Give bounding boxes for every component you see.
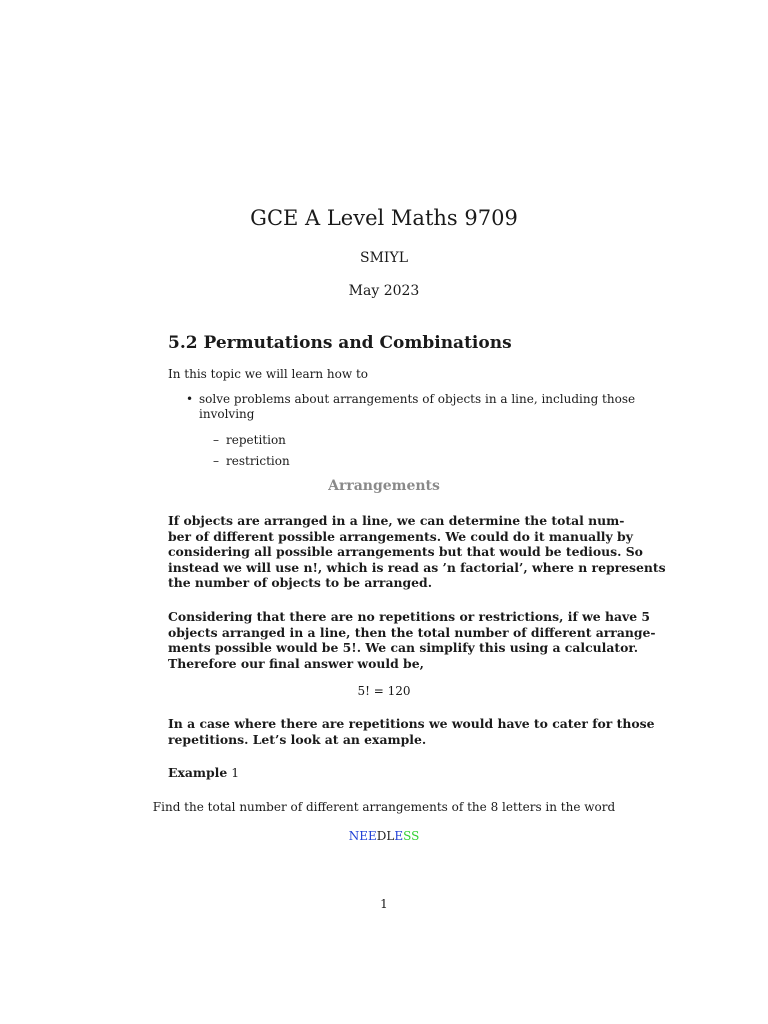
paragraph-line: repetitions. Let’s look at an example. — [168, 731, 427, 747]
sub-item-marker: – — [213, 454, 219, 468]
paragraph-factorial-intro — [168, 513, 666, 591]
paragraph-no-repetition — [168, 609, 656, 671]
paragraph-line: If objects are arranged in a line, we can determine the total num- — [168, 513, 625, 528]
example-number: 1 — [231, 765, 240, 780]
example-word — [0, 829, 768, 843]
bullet-text-line: involving — [199, 407, 255, 421]
bullet-text — [199, 392, 636, 422]
factorial-equation: 5! = 120 — [357, 684, 411, 698]
paragraph-line: Considering that there are no repetitions or restrictions, if we have 5 — [168, 609, 651, 624]
paragraph-line: ber of different possible arrangements. We could do it manually by — [168, 528, 633, 544]
paragraph-line: Therefore our final answer would be, — [168, 655, 424, 671]
word-letters: D — [376, 829, 387, 843]
document-title: GCE A Level Maths 9709 — [250, 206, 518, 230]
example-task: Find the total number of different arrangements of the 8 letters in the word — [152, 800, 616, 814]
bullet-text-line: solve problems about arrangements of objects in a line, including those — [199, 392, 636, 406]
arrangements-heading: Arrangements — [328, 478, 440, 494]
word-letters: SS — [403, 829, 420, 843]
example-label — [168, 765, 239, 780]
paragraph-line: ments possible would be 5!. We can simplify this using a calculator. — [168, 640, 639, 656]
sub-item-text: repetition — [226, 433, 286, 447]
paragraph-repetitions — [168, 716, 655, 747]
word-letters: N — [348, 829, 360, 843]
paragraph-line: In a case where there are repetitions we would have to cater for those — [168, 716, 655, 731]
bullet-marker: • — [186, 392, 194, 406]
sub-item-text: restriction — [226, 454, 290, 468]
word-letters: L — [386, 829, 395, 843]
page-number: 1 — [380, 897, 388, 911]
intro-text: In this topic we will learn how to — [168, 367, 368, 381]
paragraph-line: instead we will use n!, which is read as ’n factorial’, where n represents — [168, 559, 666, 575]
paragraph-line: objects arranged in a line, then the total number of different arrange- — [168, 624, 656, 640]
paragraph-line: the number of objects to be arranged. — [168, 575, 433, 591]
example-label-text: Example — [168, 765, 228, 780]
section-heading: 5.2 Permutations and Combinations — [168, 333, 512, 353]
sub-item-marker: – — [213, 433, 219, 447]
word-letters: EE — [359, 829, 377, 843]
document-author: SMIYL — [360, 250, 408, 266]
document-date: May 2023 — [348, 283, 420, 299]
paragraph-line: considering all possible arrangements but that would be tedious. So — [168, 544, 643, 560]
word-letters: E — [394, 829, 404, 843]
